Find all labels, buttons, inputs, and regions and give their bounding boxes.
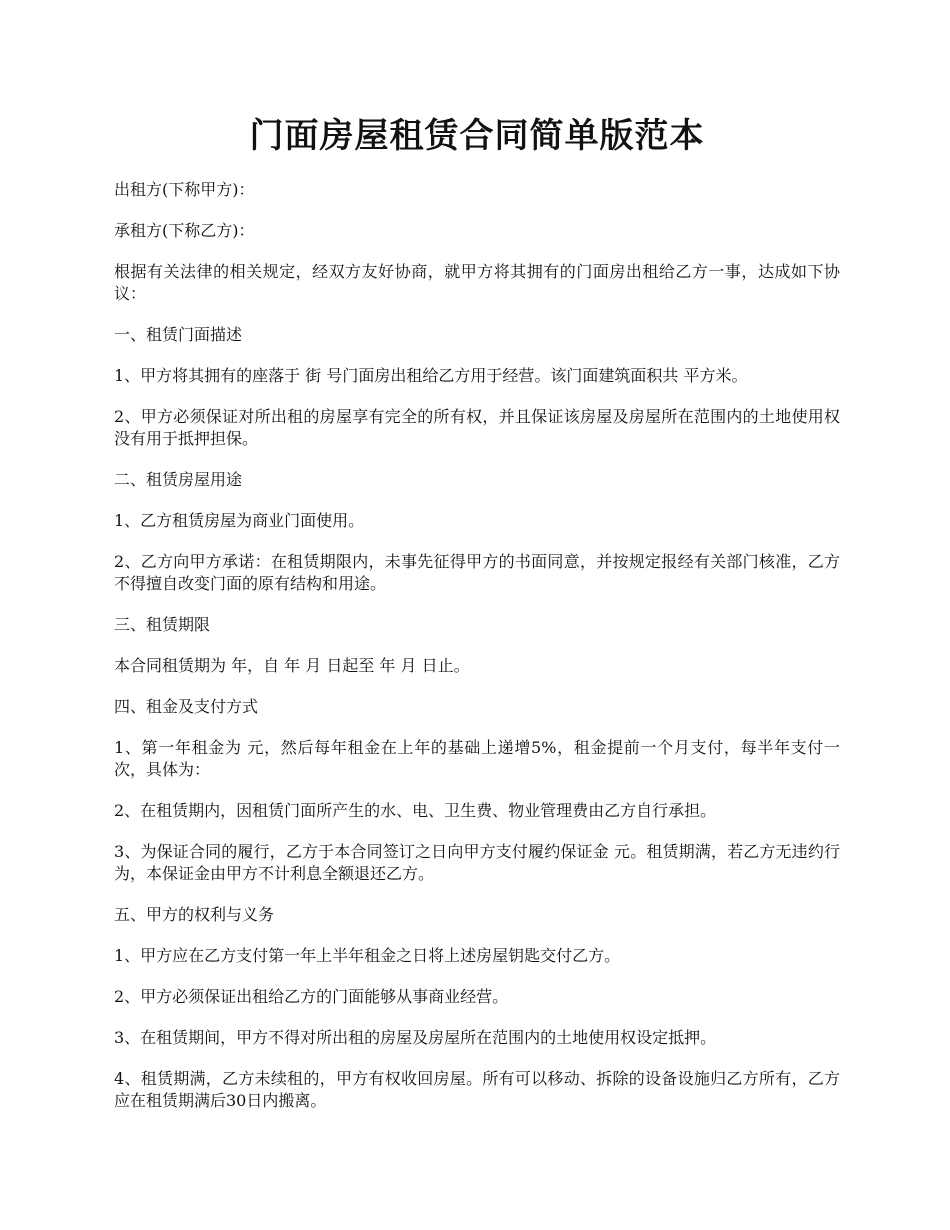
paragraph-5-3: 3、在租赁期间，甲方不得对所出租的房屋及房屋所在范围内的土地使用权设定抵押。 [114,1028,717,1047]
section-heading-1: 一、租赁门面描述 [114,325,243,344]
paragraph-4-2: 2、在租赁期内，因租赁门面所产生的水、电、卫生费、物业管理费由乙方自行承担。 [114,801,717,820]
paragraph-lessor: 出租方(下称甲方)： [114,180,255,199]
paragraph-4-3: 3、为保证合同的履行，乙方于本合同签订之日向甲方支付履约保证金 元。租赁期满，若乙方无违约行为，本保证金由甲方不计利息全额退还乙方。 [114,842,840,883]
paragraph-5-1: 1、甲方应在乙方支付第一年上半年租金之日将上述房屋钥匙交付乙方。 [114,946,621,965]
document-title: 门面房屋租赁合同简单版范本 [249,116,705,156]
paragraph-1-2: 2、甲方必须保证对所出租的房屋享有完全的所有权，并且保证该房屋及房屋所在范围内的土地使用权没有用于抵押担保。 [114,407,840,448]
paragraph-preamble: 根据有关法律的相关规定，经双方友好协商，就甲方将其拥有的门面房出租给乙方一事，达成如下协议： [114,262,840,303]
section-heading-5: 五、甲方的权利与义务 [114,905,275,924]
section-heading-2: 二、租赁房屋用途 [114,470,243,489]
document-body [114,179,840,1112]
paragraph-4-1: 1、第一年租金为 元，然后每年租金在上年的基础上递增5%，租金提前一个月支付，每半年支付一次，具体为： [114,738,840,779]
paragraph-2-1: 1、乙方租赁房屋为商业门面使用。 [114,511,365,530]
paragraph-2-2: 2、乙方向甲方承诺：在租赁期限内，未事先征得甲方的书面同意，并按规定报经有关部门核准，乙方不得擅自改变门面的原有结构和用途。 [114,552,840,593]
paragraph-1-1: 1、甲方将其拥有的座落于 街 号门面房出租给乙方用于经营。该门面建筑面积共 平方米。 [114,366,748,385]
paragraph-lessee: 承租方(下称乙方)： [114,221,255,240]
section-heading-4: 四、租金及支付方式 [114,697,259,716]
paragraph-5-2: 2、甲方必须保证出租给乙方的门面能够从事商业经营。 [114,987,509,1006]
paragraph-3-1: 本合同租赁期为 年，自 年 月 日起至 年 月 日止。 [114,656,470,675]
paragraph-5-4: 4、租赁期满，乙方未续租的，甲方有权收回房屋。所有可以移动、拆除的设备设施归乙方所有，乙方应在租赁期满后30日内搬离。 [114,1069,840,1110]
section-heading-3: 三、租赁期限 [114,615,211,634]
document-page [114,0,840,1131]
